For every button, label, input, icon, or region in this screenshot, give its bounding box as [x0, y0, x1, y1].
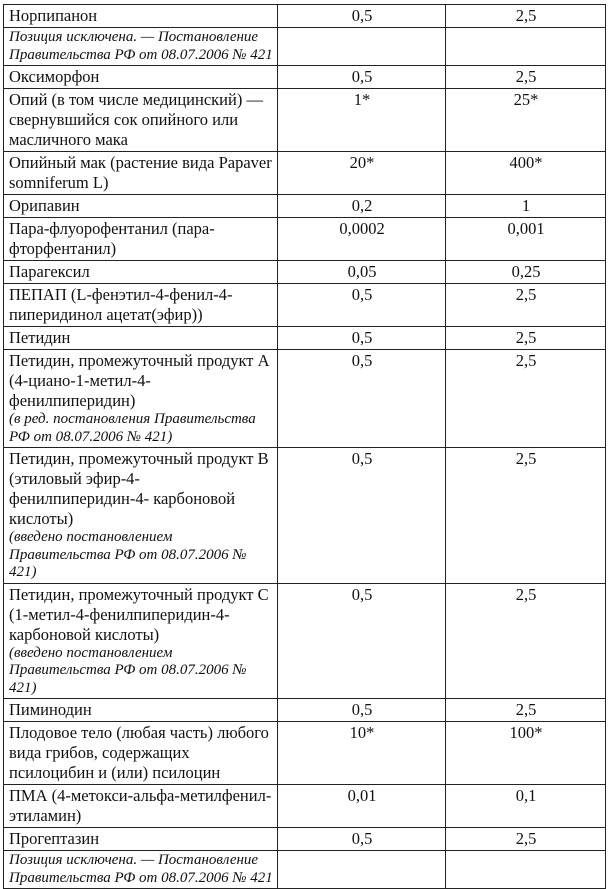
substance-name: ПЕПАП (L-фенэтил-4-фенил-4-пиперидинол ацетат(эфир))	[9, 285, 233, 324]
substance-name-cell	[4, 28, 278, 66]
significant-amount-cell: 0,5	[278, 699, 446, 722]
large-amount-cell: 2,5	[446, 5, 606, 28]
large-amount-cell: 2,5	[446, 699, 606, 722]
significant-amount-cell: 10*	[278, 722, 446, 785]
substance-name: ПМА (4-метокси-альфа-метилфенил-этиламин)	[9, 786, 272, 825]
amendment-note: (введено постановлением Правительства РФ от 08.07.2006 № 421)	[9, 644, 247, 696]
substance-name-cell	[4, 195, 278, 218]
significant-amount-cell: 0,5	[278, 5, 446, 28]
significant-amount-cell: 0,5	[278, 327, 446, 350]
significant-amount-cell	[278, 851, 446, 889]
table-row	[4, 828, 606, 851]
table-row	[4, 261, 606, 284]
large-amount-cell: 400*	[446, 152, 606, 195]
substance-name: Опийный мак (растение вида Papaver somniferum L)	[9, 153, 272, 192]
table-row	[4, 350, 606, 448]
large-amount-cell: 2,5	[446, 350, 606, 448]
significant-amount-cell: 0,5	[278, 66, 446, 89]
large-amount-cell	[446, 28, 606, 66]
significant-amount-cell: 20*	[278, 152, 446, 195]
substance-name-cell	[4, 5, 278, 28]
amendment-note: (в ред. постановления Правительства РФ от 08.07.2006 № 421)	[9, 411, 256, 445]
table-row	[4, 327, 606, 350]
substance-name: Петидин, промежуточный продукт А (4-циано-1-метил-4-фенилпиперидин)	[9, 351, 270, 410]
substance-name: Пара-флуорофентанил (пара-фторфентанил)	[9, 219, 215, 258]
substance-name-cell	[4, 583, 278, 699]
substance-name: Плодовое тело (любая часть) любого вида грибов, содержащих псилоцибин и (или) псилоцин	[9, 723, 269, 782]
table-row	[4, 89, 606, 152]
table-row	[4, 785, 606, 828]
large-amount-cell	[446, 851, 606, 889]
substance-name: Опий (в том числе медицинский) — свернувшийся сок опийного или масличного мака	[9, 90, 263, 149]
table-row	[4, 284, 606, 327]
large-amount-cell: 0,25	[446, 261, 606, 284]
substance-name-cell	[4, 89, 278, 152]
substances-table	[3, 4, 606, 889]
large-amount-cell: 1	[446, 195, 606, 218]
substance-name-cell	[4, 722, 278, 785]
substance-name: Парагексил	[9, 262, 90, 281]
table-row	[4, 583, 606, 699]
substance-name-cell	[4, 152, 278, 195]
table-row	[4, 66, 606, 89]
substance-name-cell	[4, 350, 278, 448]
significant-amount-cell: 0,5	[278, 828, 446, 851]
substances-table-body	[4, 5, 606, 889]
substance-name: Норпипанон	[9, 6, 98, 25]
table-row	[4, 218, 606, 261]
table-row	[4, 28, 606, 66]
large-amount-cell: 2,5	[446, 66, 606, 89]
table-row	[4, 699, 606, 722]
substance-name-cell	[4, 699, 278, 722]
significant-amount-cell: 0,5	[278, 350, 446, 448]
substance-name: Петидин, промежуточный продукт В (этиловый эфир-4-фенилпиперидин-4- карбоновой кислоты)	[9, 449, 269, 528]
substance-name: Петидин	[9, 328, 71, 347]
substance-name-cell	[4, 261, 278, 284]
large-amount-cell: 2,5	[446, 327, 606, 350]
substance-name: Пиминодин	[9, 700, 92, 719]
table-row	[4, 195, 606, 218]
large-amount-cell: 2,5	[446, 284, 606, 327]
large-amount-cell: 0,1	[446, 785, 606, 828]
substance-name: Оксиморфон	[9, 67, 100, 86]
large-amount-cell: 100*	[446, 722, 606, 785]
significant-amount-cell: 0,05	[278, 261, 446, 284]
table-row	[4, 722, 606, 785]
significant-amount-cell: 1*	[278, 89, 446, 152]
substance-name-cell	[4, 851, 278, 889]
substance-name: Орипавин	[9, 196, 80, 215]
table-row	[4, 5, 606, 28]
significant-amount-cell: 0,0002	[278, 218, 446, 261]
large-amount-cell: 2,5	[446, 448, 606, 584]
table-row	[4, 152, 606, 195]
large-amount-cell: 25*	[446, 89, 606, 152]
table-row	[4, 448, 606, 584]
substance-name: Прогептазин	[9, 829, 100, 848]
amendment-note: Позиция исключена. — Постановление Правительства РФ от 08.07.2006 № 421	[9, 29, 273, 63]
significant-amount-cell: 0,5	[278, 284, 446, 327]
significant-amount-cell	[278, 28, 446, 66]
large-amount-cell: 2,5	[446, 828, 606, 851]
substance-name-cell	[4, 284, 278, 327]
substance-name-cell	[4, 218, 278, 261]
substance-name-cell	[4, 66, 278, 89]
large-amount-cell: 2,5	[446, 583, 606, 699]
amendment-note: Позиция исключена. — Постановление Правительства РФ от 08.07.2006 № 421	[9, 852, 273, 886]
significant-amount-cell: 0,01	[278, 785, 446, 828]
large-amount-cell: 0,001	[446, 218, 606, 261]
substance-name-cell	[4, 785, 278, 828]
substance-name: Петидин, промежуточный продукт С (1-метил-4-фенилпиперидин-4-карбоновой кислоты)	[9, 584, 269, 644]
amendment-note: (введено постановлением Правительства РФ от 08.07.2006 № 421)	[9, 529, 247, 580]
substance-name-cell	[4, 448, 278, 584]
significant-amount-cell: 0,5	[278, 448, 446, 584]
table-row	[4, 851, 606, 889]
significant-amount-cell: 0,5	[278, 583, 446, 699]
substance-name-cell	[4, 828, 278, 851]
significant-amount-cell: 0,2	[278, 195, 446, 218]
substance-name-cell	[4, 327, 278, 350]
